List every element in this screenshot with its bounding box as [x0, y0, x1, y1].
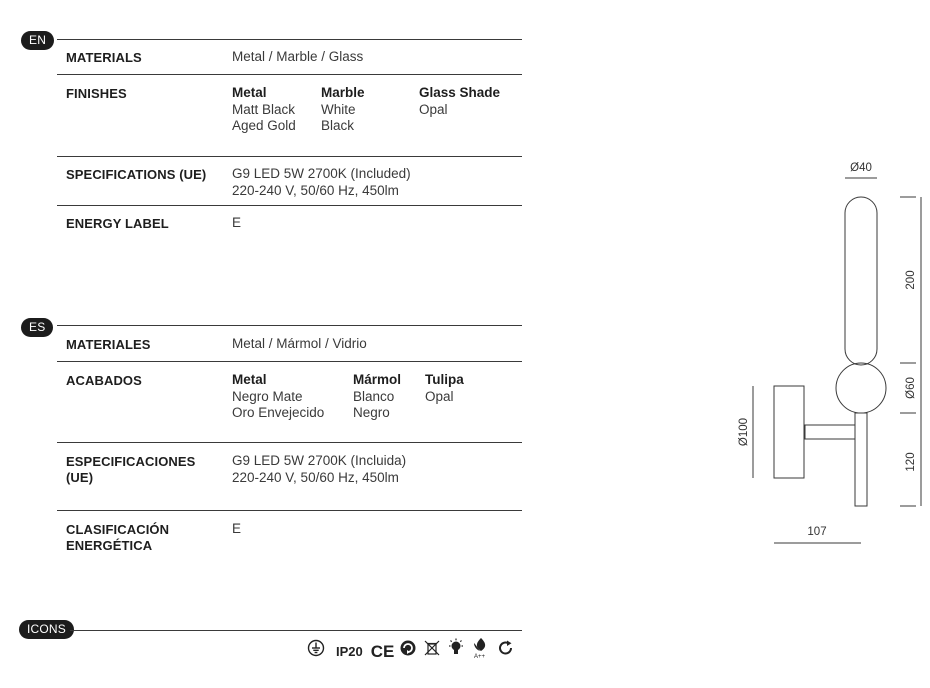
finish-heading: Metal	[232, 85, 267, 100]
materials-label: MATERIALS	[66, 50, 142, 65]
especificaciones-label	[66, 454, 195, 486]
ground-earth-icon	[306, 639, 326, 664]
divider	[57, 39, 522, 40]
shade-diameter-label: Ø40	[850, 162, 872, 174]
clasificacion-value: E	[232, 521, 242, 536]
materiales-label: MATERIALES	[66, 337, 151, 352]
marble-ball-shape	[836, 363, 886, 413]
finish-column-marmol	[353, 372, 401, 422]
spec-line: 220-240 V, 50/60 Hz, 450lm	[232, 469, 399, 485]
label-line: ESPECIFICACIONES	[66, 454, 196, 469]
certification-icons	[306, 637, 516, 666]
technical-drawing	[700, 150, 930, 560]
base-diameter-label: Ø100	[738, 417, 750, 447]
divider	[57, 361, 522, 362]
finish-heading: Mármol	[353, 372, 402, 387]
ukca-recycle-icon	[398, 639, 418, 664]
rotatable-icon	[496, 639, 516, 664]
materiales-value: Metal / Mármol / Vidrio	[232, 336, 367, 351]
energy-label-label: ENERGY LABEL	[66, 216, 169, 231]
divider	[57, 74, 522, 75]
finish-column-metal	[232, 372, 324, 422]
shade-height-label: 200	[905, 270, 917, 290]
spec-line: G9 LED 5W 2700K (Included)	[232, 166, 411, 181]
finish-item: Negro	[353, 405, 390, 420]
ce-mark-icon: CE	[370, 641, 395, 661]
specifications-label: SPECIFICATIONS (UE)	[66, 167, 207, 182]
clasificacion-label	[66, 522, 169, 554]
weee-bin-icon	[422, 639, 442, 664]
finish-column-marble	[321, 85, 365, 135]
finish-item: Opal	[419, 101, 448, 117]
ball-diameter-label: Ø60	[905, 377, 917, 399]
projection-label: 107	[807, 526, 827, 538]
divider	[57, 156, 522, 157]
specifications-value	[232, 166, 411, 199]
finish-column-glass	[419, 85, 500, 118]
materials-value: Metal / Marble / Glass	[232, 49, 364, 64]
label-line: CLASIFICACIÓN	[66, 522, 170, 537]
finish-item: Opal	[425, 388, 454, 404]
bulb-included-icon	[446, 638, 466, 665]
label-line: ENERGÉTICA	[66, 538, 153, 553]
wall-plate-shape	[774, 386, 804, 478]
lang-tag-es: ES	[21, 318, 53, 337]
stem-shape	[855, 413, 867, 506]
energy-label-value: E	[232, 215, 242, 230]
finish-column-metal	[232, 85, 296, 135]
finish-item: Blanco	[353, 388, 395, 404]
divider	[57, 205, 522, 206]
finishes-label: FINISHES	[66, 86, 127, 101]
finish-item: Matt Black	[232, 101, 296, 117]
lower-height-label: 120	[905, 452, 917, 472]
finish-heading: Marble	[321, 85, 365, 100]
finish-heading: Tulipa	[425, 372, 464, 387]
finish-item: Black	[321, 118, 355, 133]
energy-class-icon	[470, 637, 492, 666]
divider	[57, 325, 522, 326]
finish-column-tulipa	[425, 372, 464, 405]
label-line: (UE)	[66, 470, 94, 485]
finish-item: Aged Gold	[232, 118, 296, 133]
finish-item: Negro Mate	[232, 388, 303, 404]
finish-item: White	[321, 101, 356, 117]
finish-heading: Metal	[232, 372, 267, 387]
divider	[57, 510, 522, 511]
icons-tag: ICONS	[19, 620, 74, 639]
finish-heading: Glass Shade	[419, 85, 501, 100]
energy-class-text: A++	[474, 654, 486, 659]
spec-line: G9 LED 5W 2700K (Incluida)	[232, 453, 407, 468]
lang-tag-en: EN	[21, 31, 54, 50]
acabados-label: ACABADOS	[66, 373, 142, 388]
ip20-icon: IP20	[336, 643, 363, 659]
divider	[70, 630, 522, 631]
glass-shade-shape	[845, 197, 877, 365]
especificaciones-value	[232, 453, 406, 486]
divider	[57, 442, 522, 443]
spec-line: 220-240 V, 50/60 Hz, 450lm	[232, 182, 399, 198]
finish-item: Oro Envejecido	[232, 405, 325, 420]
arm-shape	[805, 425, 855, 439]
